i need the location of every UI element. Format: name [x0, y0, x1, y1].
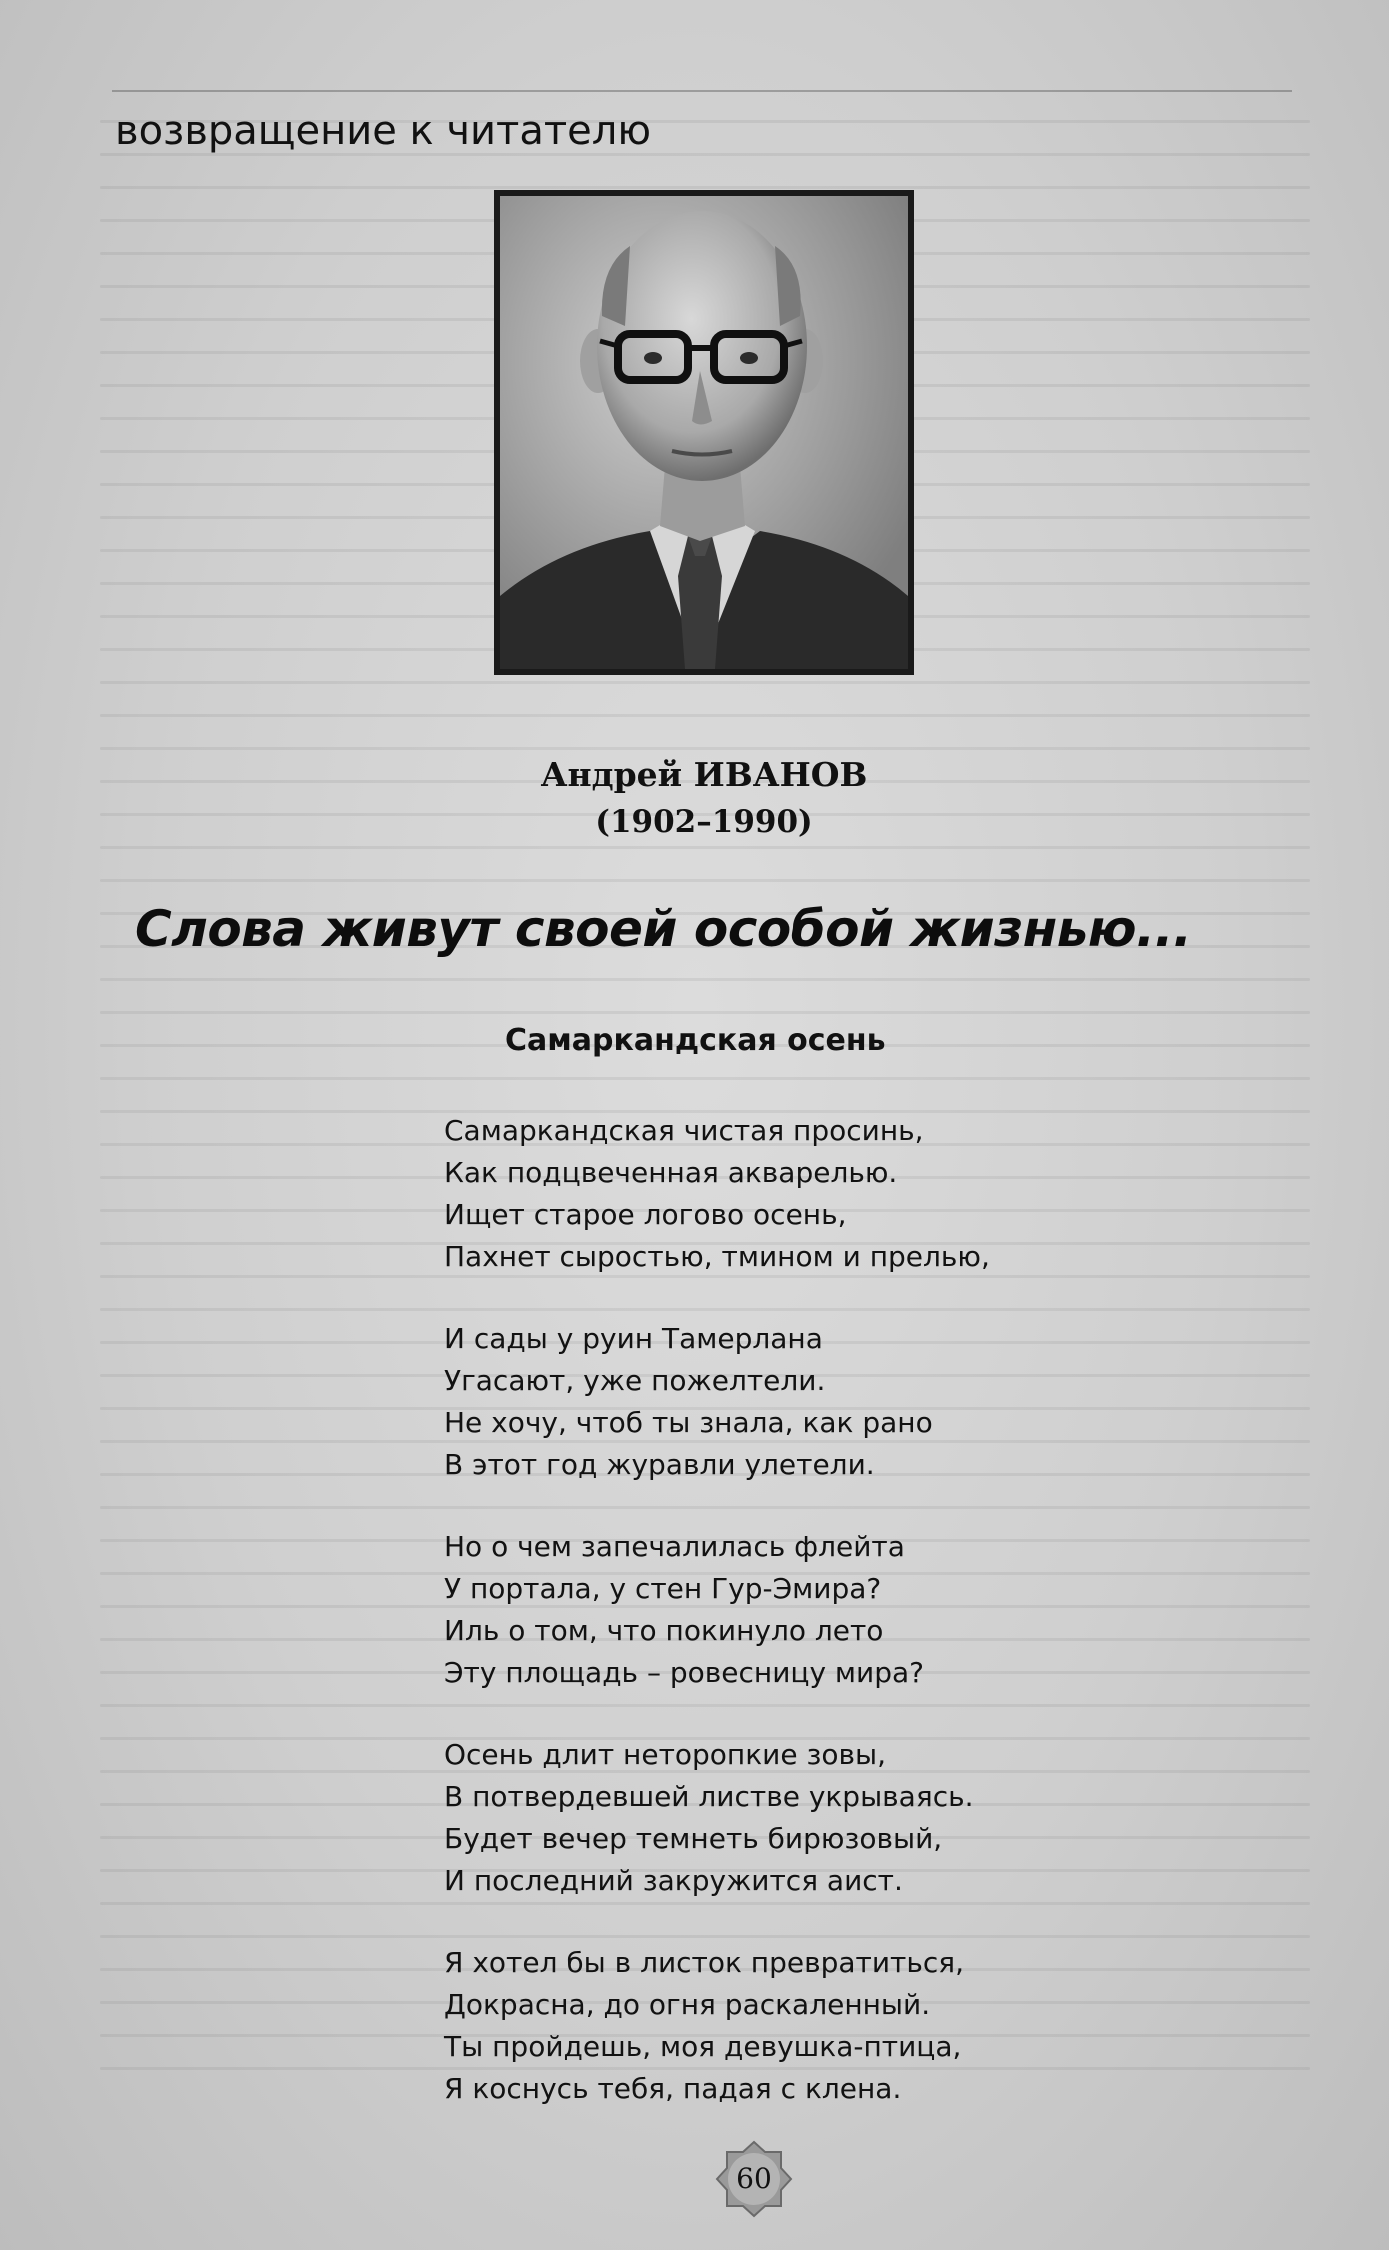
author-caption: [494, 752, 914, 846]
poem-line: Осень длит неторопкие зовы,: [444, 1738, 886, 1771]
running-head-rule: [112, 60, 1292, 92]
poem-line: Самаркандская чистая просинь,: [444, 1114, 924, 1147]
poem-line: Как подцвеченная акварелью.: [444, 1156, 898, 1189]
page-number-badge: [715, 2140, 793, 2218]
author-portrait: [494, 190, 914, 675]
poem-line: Угасают, уже пожелтели.: [444, 1364, 826, 1397]
poem-line: В этот год журавли улетели.: [444, 1448, 875, 1481]
poem-stanza: [444, 1318, 990, 1486]
poem-line: Иль о том, что покинуло лето: [444, 1614, 884, 1647]
poem-stanza: [444, 1110, 990, 1278]
poem-title: Самаркандская осень: [505, 1023, 886, 1058]
poem-line: Не хочу, чтоб ты знала, как рано: [444, 1406, 933, 1439]
poem-stanza: [444, 1734, 990, 1902]
poem-line: Я коснусь тебя, падая с клена.: [444, 2072, 902, 2105]
poem-stanza: [444, 1526, 990, 1694]
poem-body: [444, 1110, 990, 2150]
poem-line: Эту площадь – ровесницу мира?: [444, 1656, 925, 1689]
poem-line: И сады у руин Тамерлана: [444, 1322, 823, 1355]
section-title: возвращение к читателю: [115, 108, 652, 154]
poem-line: Ищет старое логово осень,: [444, 1198, 847, 1231]
poem-line: Но о чем запечалилась флейта: [444, 1530, 905, 1563]
poem-line: У портала, у стен Гур-Эмира?: [444, 1572, 882, 1605]
author-dates: (1902–1990): [595, 804, 813, 840]
page-number: 60: [736, 2162, 772, 2195]
poem-line: Я хотел бы в листок превратиться,: [444, 1946, 965, 1979]
poem-line: И последний закружится аист.: [444, 1864, 903, 1897]
poem-line: Ты пройдешь, моя девушка-птица,: [444, 2030, 962, 2063]
author-name: Андрей ИВАНОВ: [540, 755, 868, 794]
article-headline: Слова живут своей особой жизнью...: [135, 900, 1192, 958]
poem-line: Будет вечер темнеть бирюзовый,: [444, 1822, 943, 1855]
poem-line: В потвердевшей листве укрываясь.: [444, 1780, 974, 1813]
poem-stanza: [444, 1942, 990, 2110]
portrait-illustration: [500, 196, 908, 669]
poem-line: Пахнет сыростью, тмином и прелью,: [444, 1240, 990, 1273]
poem-line: Докрасна, до огня раскаленный.: [444, 1988, 931, 2021]
